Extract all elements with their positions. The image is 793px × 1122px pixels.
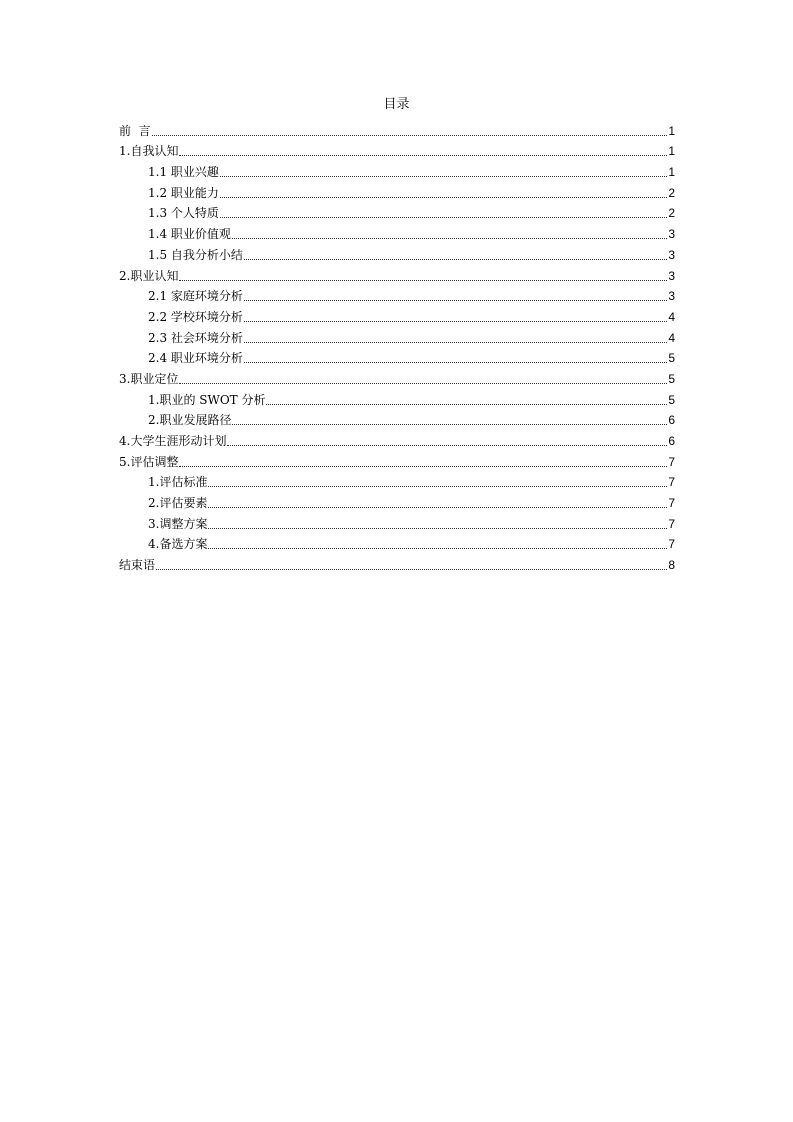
toc-entry[interactable] <box>119 139 675 160</box>
toc-dot-leader <box>208 538 667 549</box>
toc-entry-label: 4.大学生涯形动计划 <box>119 434 227 448</box>
toc-entry[interactable] <box>119 201 675 222</box>
toc-dot-leader <box>244 290 667 301</box>
toc-page-number: 4 <box>668 309 675 324</box>
toc-entry-label: 前 言 <box>119 123 151 138</box>
toc-page-number: 4 <box>668 330 675 345</box>
toc-entry[interactable] <box>119 284 675 305</box>
table-of-contents <box>119 118 675 573</box>
toc-dot-leader <box>179 373 667 384</box>
toc-dot-leader <box>220 207 667 218</box>
toc-entry-label: 2.3 社会环境分析 <box>148 330 243 345</box>
toc-dot-leader <box>156 559 667 570</box>
toc-page-number: 7 <box>668 496 675 511</box>
toc-page-number: 3 <box>668 268 675 283</box>
toc-entry[interactable] <box>119 408 675 429</box>
toc-entry-label: 1.评估标准 <box>148 475 208 490</box>
toc-title: 目录 <box>383 97 410 112</box>
toc-entry-label: 2.4 职业环境分析 <box>148 351 243 366</box>
toc-entry[interactable] <box>119 532 675 553</box>
toc-entry-label: 2.职业发展路径 <box>148 413 232 428</box>
toc-dot-leader <box>208 518 667 529</box>
toc-page-number: 6 <box>668 413 675 428</box>
toc-page-number: 7 <box>668 537 675 552</box>
toc-dot-leader <box>244 352 667 363</box>
toc-dot-leader <box>244 332 667 343</box>
toc-entry[interactable] <box>119 180 675 201</box>
toc-entry[interactable] <box>119 242 675 263</box>
toc-page-number: 1 <box>668 165 675 180</box>
toc-entry-label: 1.3 个人特质 <box>148 206 219 221</box>
toc-entry[interactable] <box>119 552 675 573</box>
toc-page-number: 8 <box>668 558 675 573</box>
toc-entry[interactable] <box>119 428 675 449</box>
toc-entry-label: 1.5 自我分析小结 <box>148 247 243 262</box>
toc-entry[interactable] <box>119 449 675 470</box>
toc-entry[interactable] <box>119 304 675 325</box>
toc-page-number: 6 <box>668 434 675 448</box>
toc-entry[interactable] <box>119 221 675 242</box>
toc-entry-label: 2.评估要素 <box>148 496 208 511</box>
toc-page-number: 2 <box>668 185 675 200</box>
toc-entry-label: 1.4 职业价值观 <box>148 227 231 242</box>
toc-entry[interactable] <box>119 511 675 532</box>
toc-dot-leader <box>232 414 667 425</box>
toc-entry-label: 5.评估调整 <box>119 454 179 469</box>
toc-entry-label: 2.1 家庭环境分析 <box>148 289 243 304</box>
toc-page-number: 3 <box>668 227 675 242</box>
toc-page-number: 5 <box>668 351 675 366</box>
toc-dot-leader <box>220 187 667 198</box>
toc-dot-leader <box>232 228 667 239</box>
toc-dot-leader <box>208 497 667 508</box>
toc-entry[interactable] <box>119 387 675 408</box>
toc-dot-leader <box>179 270 667 281</box>
toc-entry[interactable] <box>119 118 675 139</box>
toc-entry-label: 1.1 职业兴趣 <box>148 165 219 180</box>
toc-dot-leader <box>208 476 667 487</box>
toc-page-number: 7 <box>668 475 675 490</box>
toc-entry-label: 4.备选方案 <box>148 537 208 552</box>
toc-entry[interactable] <box>119 490 675 511</box>
toc-page-number: 3 <box>668 247 675 262</box>
toc-dot-leader <box>266 394 667 405</box>
toc-entry[interactable] <box>119 470 675 491</box>
toc-entry-label: 1.职业的 SWOT 分析 <box>148 392 266 407</box>
toc-entry-label: 3.职业定位 <box>119 371 179 386</box>
toc-entry[interactable] <box>119 159 675 180</box>
toc-page-number: 3 <box>668 289 675 304</box>
toc-entry-label: 结束语 <box>119 558 156 573</box>
toc-dot-leader <box>227 435 667 446</box>
toc-entry[interactable] <box>119 263 675 284</box>
toc-dot-leader <box>244 311 667 322</box>
toc-dot-leader <box>152 125 668 136</box>
toc-page-number: 2 <box>668 206 675 221</box>
toc-entry[interactable] <box>119 346 675 367</box>
toc-page-number: 1 <box>668 123 675 138</box>
toc-entry-label: 3.调整方案 <box>148 516 208 531</box>
toc-entry-label: 1.自我认知 <box>119 144 179 159</box>
toc-dot-leader <box>179 456 667 467</box>
toc-dot-leader <box>220 166 667 177</box>
toc-page-number: 7 <box>668 516 675 531</box>
toc-entry-label: 1.2 职业能力 <box>148 185 219 200</box>
toc-page-number: 5 <box>668 371 675 386</box>
toc-page-number: 1 <box>668 144 675 159</box>
toc-entry[interactable] <box>119 366 675 387</box>
toc-entry-label: 2.2 学校环境分析 <box>148 309 243 324</box>
toc-dot-leader <box>244 249 667 260</box>
toc-page-number: 7 <box>668 454 675 469</box>
toc-entry[interactable] <box>119 325 675 346</box>
toc-entry-label: 2.职业认知 <box>119 268 179 283</box>
toc-page-number: 5 <box>668 392 675 407</box>
toc-dot-leader <box>179 145 667 156</box>
